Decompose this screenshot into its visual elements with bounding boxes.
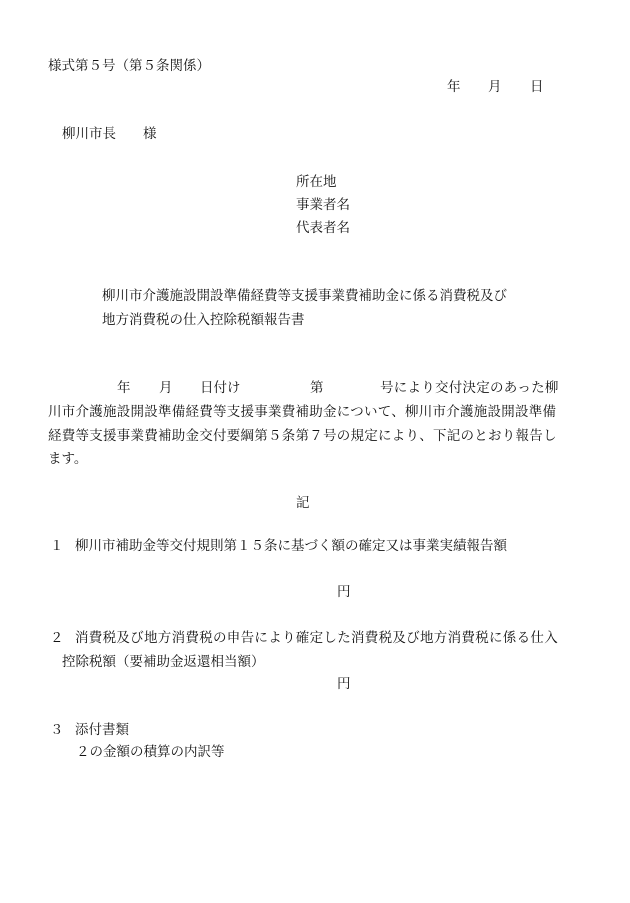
item-2-text-line-2: 控除税額（要補助金返還相当額） (62, 654, 265, 670)
item-1-unit: 円 (337, 584, 351, 600)
body-line-1-tail: 号により交付決定のあった柳 (380, 380, 559, 396)
attachments-number: ３ (50, 722, 64, 738)
body-line-4: ます。 (48, 451, 88, 467)
representative-label: 代表者名 (296, 220, 350, 236)
date-month: 月 (488, 79, 502, 95)
body-year: 年 (117, 380, 131, 396)
body-dai: 第 (310, 380, 324, 396)
date-day: 日 (530, 79, 544, 95)
attachments-detail: ２の金額の積算の内訳等 (76, 744, 225, 760)
item-2-number: ２ (50, 630, 64, 646)
body-month: 月 (159, 380, 173, 396)
title-line-1: 柳川市介護施設開設準備経費等支援事業費補助金に係る消費税及び (102, 288, 507, 304)
item-1-text: 柳川市補助金等交付規則第１５条に基づく額の確定又は事業実績報告額 (75, 538, 507, 554)
address-label: 所在地 (296, 174, 337, 190)
addressee-honorific: 様 (143, 126, 157, 142)
attachments-label: 添付書類 (75, 722, 129, 738)
business-name-label: 事業者名 (296, 197, 350, 213)
item-2-unit: 円 (337, 676, 351, 692)
body-dated: 日付け (200, 380, 241, 396)
body-line-3: 経費等支援事業費補助金交付要綱第５条第７号の規定により、下記のとおり報告し (48, 428, 557, 444)
date-year: 年 (447, 79, 461, 95)
body-line-2: 川市介護施設開設準備経費等支援事業費補助金について、柳川市介護施設開設準備 (48, 404, 557, 420)
addressee-name: 柳川市長 (62, 126, 116, 142)
ki-heading: 記 (296, 495, 310, 511)
title-line-2: 地方消費税の仕入控除税額報告書 (102, 312, 305, 328)
item-2-text-line-1: 消費税及び地方消費税の申告により確定した消費税及び地方消費税に係る仕入 (75, 630, 558, 646)
form-number: 様式第５号（第５条関係） (48, 58, 210, 74)
item-1-number: １ (50, 538, 64, 554)
